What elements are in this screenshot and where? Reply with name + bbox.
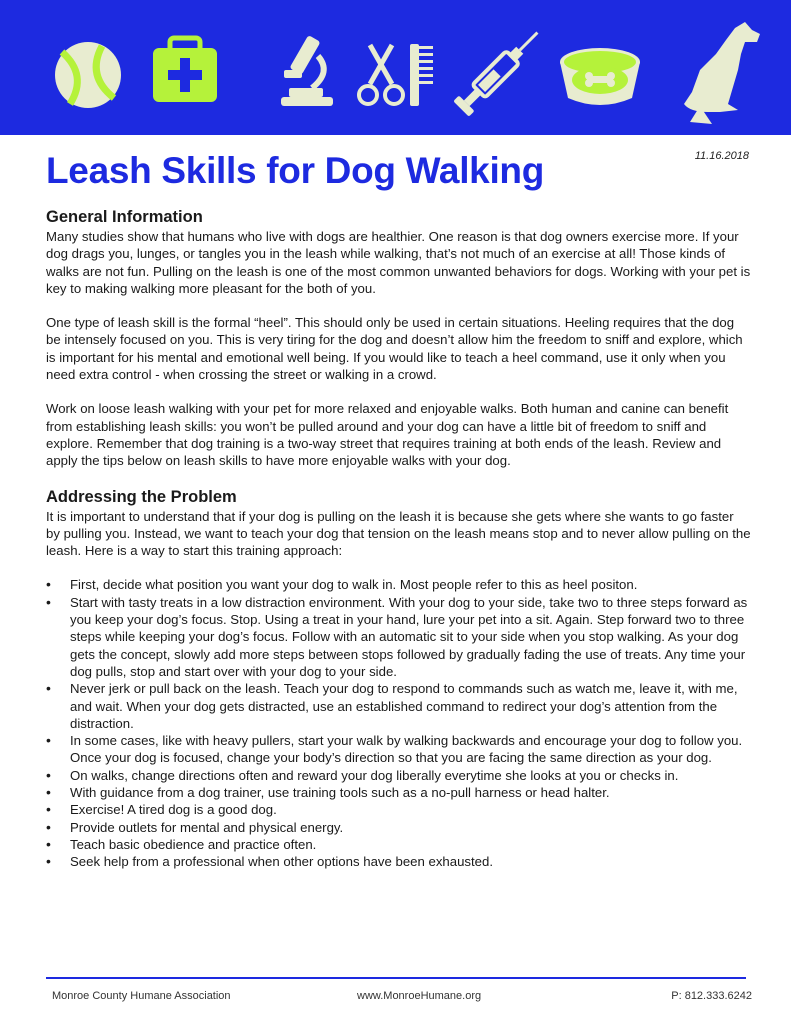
list-item: • Never jerk or pull back on the leash. Teach your dog to respond to commands such as watch me, leave it, with me, and wait. When your dog gets distracted, use an established command to redirect your dog’s attention from the distraction. <box>70 680 751 732</box>
list-item: • First, decide what position you want your dog to walk in. Most people refer to this as heel positon. <box>70 576 751 593</box>
microscope-icon <box>281 35 333 106</box>
first-aid-kit-icon <box>153 38 217 102</box>
list-item: • Provide outlets for mental and physical energy. <box>70 819 751 836</box>
footer-org: Monroe County Humane Association <box>52 990 231 1002</box>
paragraph: One type of leash skill is the formal “heel”. This should only be used in certain situations. Heeling requires that the dog be intensely focused on you. This is very tiring for the dog and doesn’t allow him the freedom to sniff and explore, which is important for his mental and emotional well being. If you would like to teach a heel command, use it only when you need extra control - when crossing the street or walking in a crowd. <box>46 315 743 383</box>
scissors-comb-icon <box>359 44 433 106</box>
list-item: • On walks, change directions often and reward your dog liberally everytime she looks at you or checks in. <box>70 767 751 784</box>
list-item: • Teach basic obedience and practice often. <box>70 836 751 853</box>
dog-bowl-icon <box>560 48 640 105</box>
paragraph: Many studies show that humans who live with dogs are healthier. One reason is that dog owners exercise more. If your dog drags you, lunges, or tangles you in the leash while walking, that’s not much of an exercise at all! Those kinds of walks are not fun. Pulling on the leash is one of the most common unwanted behaviors for dogs. Working with your pet is key to making walking more pleasant for the both of you. <box>46 229 751 296</box>
document-body <box>46 207 751 871</box>
paragraph: Work on loose leash walking with your pet for more relaxed and enjoyable walks. Both human and canine can benefit from establishing leash skills: you won’t be pulled around and your dog can have a little bit of freedom to sniff and explore. Remember that dog training is a two-way street that requires training at both ends of the leash. Review and apply the tips below on leash skills to have more enjoyable walks with your dog. <box>46 401 729 469</box>
banner-icons <box>0 0 791 135</box>
footer-phone: P: 812.333.6242 <box>671 990 752 1002</box>
section-heading-general: General Information <box>46 208 203 226</box>
dog-icon <box>684 22 760 124</box>
footer-website: www.MonroeHumane.org <box>357 990 482 1002</box>
paragraph: It is important to understand that if your dog is pulling on the leash it is because she gets where she wants to go faster by pulling you. Instead, we want to teach your dog that tension on the leash means stop and to never allow pulling on the leash. Here is a way to start this training approach: <box>46 508 751 559</box>
section-heading-problem: Addressing the Problem <box>46 487 237 506</box>
list-item: • Start with tasty treats in a low distraction environment. With your dog to your side, take two to three steps forward as you keep your dog’s focus. Stop. Using a treat in your hand, lure your pet into a sit. Again. Step forward two to three steps while keeping your dog’s focus. Follow with an automatic sit to your side when you stop walking. As your dog gets the concept, slowly add more steps between stops followed by gradually fading the use of treats. Any time your dog pulls, stop and start over with your dog to your side. <box>70 594 751 680</box>
header-banner <box>0 0 791 135</box>
document-date: 11.16.2018 <box>694 150 749 162</box>
list-item: • Seek help from a professional when other options have been exhausted. <box>70 853 751 870</box>
tennis-ball-icon <box>55 42 121 108</box>
list-item: • In some cases, like with heavy pullers, start your walk by walking backwards and encourage your dog to follow you. Once your dog is focused, change your body’s direction so that you are facing the same direction as your dog. <box>70 732 751 767</box>
page-title: Leash Skills for Dog Walking <box>46 150 545 191</box>
tips-list <box>46 576 751 870</box>
footer-divider <box>46 977 746 979</box>
list-item: • With guidance from a dog trainer, use training tools such as a no-pull harness or head halter. <box>70 784 751 801</box>
syringe-icon <box>453 25 545 117</box>
list-item: • Exercise! A tired dog is a good dog. <box>70 801 751 818</box>
